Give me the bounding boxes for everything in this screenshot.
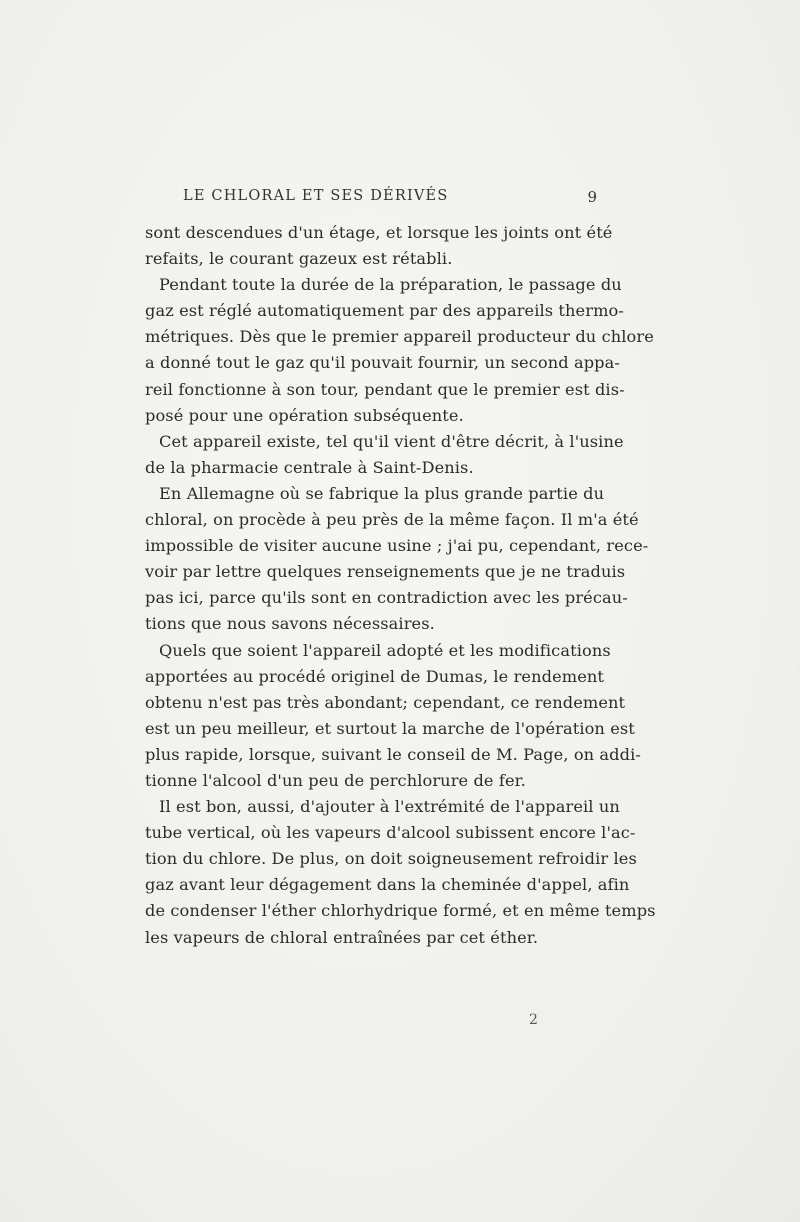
text-line: tionne l'alcool d'un peu de perchlorure de fer.: [145, 770, 526, 790]
text-line: est un peu meilleur, et surtout la marche de l'opération est: [145, 718, 635, 738]
text-line: a donné tout le gaz qu'il pouvait fournir, un second appa-: [145, 353, 620, 373]
text-line: tion du chlore. De plus, on doit soigneusement refroidir les: [145, 849, 637, 869]
text-line: gaz est réglé automatiquement par des appareils thermo-: [145, 301, 624, 321]
text-line: Pendant toute la durée de la préparation, le passage du: [159, 275, 622, 295]
text-line: chloral, on procède à peu près de la même façon. Il m'a été: [145, 510, 639, 530]
text-line: En Allemagne où se fabrique la plus grande partie du: [159, 483, 605, 503]
text-line: gaz avant leur dégagement dans la cheminée d'appel, afin: [145, 875, 630, 895]
page-number: 9: [587, 188, 597, 206]
text-line: apportées au procédé originel de Dumas, le rendement: [145, 666, 605, 686]
text-line: sont descendues d'un étage, et lorsque les joints ont été: [145, 223, 613, 242]
running-header: [145, 188, 597, 210]
text-line: obtenu n'est pas très abondant; cependant, ce rendement: [145, 692, 626, 712]
body-text: [145, 220, 656, 951]
text-line: reil fonctionne à son tour, pendant que le premier est dis-: [145, 379, 625, 399]
text-line: tube vertical, où les vapeurs d'alcool subissent encore l'ac-: [145, 823, 636, 843]
text-line: Il est bon, aussi, d'ajouter à l'extrémité de l'appareil un: [159, 797, 620, 817]
text-line: impossible de visiter aucune usine ; j'ai pu, cependant, rece-: [145, 536, 649, 556]
header-title: LE CHLORAL ET SES DÉRIVÉS: [183, 188, 449, 204]
text-line: de condenser l'éther chlorhydrique formé, et en même temps: [145, 901, 656, 921]
text-line: Cet appareil existe, tel qu'il vient d'être décrit, à l'usine: [159, 431, 624, 451]
text-line: refaits, le courant gazeux est rétabli.: [145, 249, 453, 269]
text-line: Quels que soient l'appareil adopté et les modifications: [159, 640, 611, 660]
signature-mark: 2: [529, 1012, 538, 1028]
text-line: pas ici, parce qu'ils sont en contradiction avec les précau-: [145, 588, 628, 608]
text-line: les vapeurs de chloral entraînées par cet éther.: [145, 927, 539, 947]
text-line: métriques. Dès que le premier appareil producteur du chlore: [145, 327, 654, 347]
text-line: tions que nous savons nécessaires.: [145, 614, 435, 634]
text-line: de la pharmacie centrale à Saint-Denis.: [145, 457, 474, 477]
text-line: plus rapide, lorsque, suivant le conseil de M. Page, on addi-: [145, 744, 641, 764]
text-line: voir par lettre quelques renseignements que je ne traduis: [145, 562, 626, 582]
text-line: posé pour une opération subséquente.: [145, 405, 464, 425]
